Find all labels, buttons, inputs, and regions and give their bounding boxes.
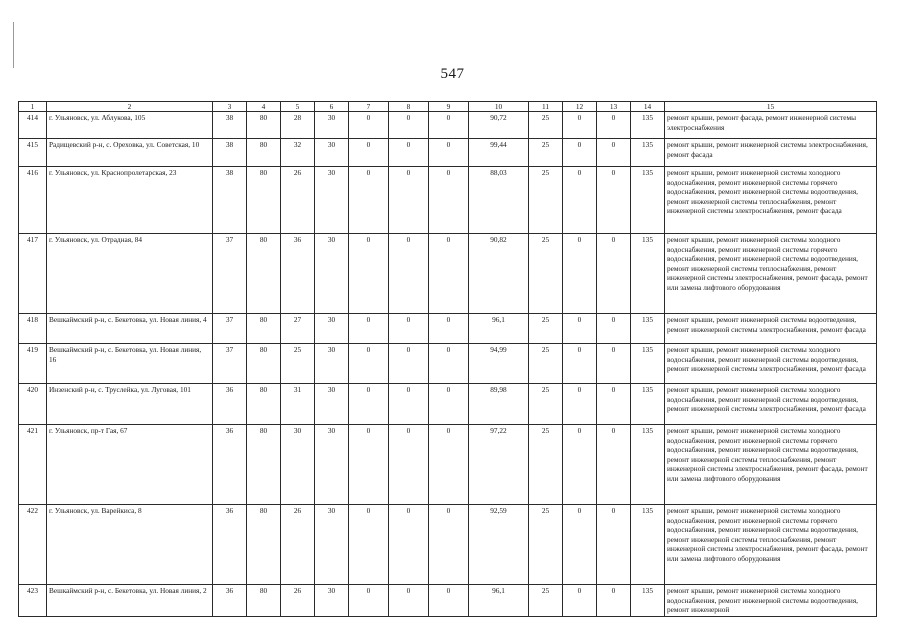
col-12-cell: 0 <box>563 112 597 139</box>
row-number-cell: 423 <box>19 585 47 616</box>
col-13-cell: 0 <box>597 314 631 344</box>
row-number-cell: 419 <box>19 344 47 384</box>
col-3-cell: 37 <box>213 344 247 384</box>
column-number-2: 2 <box>47 102 213 112</box>
col-10-cell: 94,99 <box>469 344 529 384</box>
col-4-cell: 80 <box>247 505 281 585</box>
repair-works-cell: ремонт крыши, ремонт инженерной системы холодного водоснабжения, ремонт инженерной системы водоотведения, ремонт инженерной системы электроснабжения, ремонт фасада <box>665 344 877 384</box>
column-number-12: 12 <box>563 102 597 112</box>
col-10-cell: 99,44 <box>469 139 529 167</box>
col-11-cell: 25 <box>529 425 563 505</box>
col-5-cell: 28 <box>281 112 315 139</box>
col-4-cell: 80 <box>247 167 281 234</box>
col-3-cell: 38 <box>213 167 247 234</box>
repair-works-cell: ремонт крыши, ремонт фасада, ремонт инженерной системы электроснабжения <box>665 112 877 139</box>
col-8-cell: 0 <box>389 384 429 425</box>
col-9-cell: 0 <box>429 425 469 505</box>
col-11-cell: 25 <box>529 585 563 616</box>
col-4-cell: 80 <box>247 384 281 425</box>
table-row <box>19 167 877 234</box>
col-14-cell: 135 <box>631 112 665 139</box>
col-9-cell: 0 <box>429 234 469 314</box>
col-13-cell: 0 <box>597 344 631 384</box>
page-number: 547 <box>440 66 465 82</box>
col-9-cell: 0 <box>429 167 469 234</box>
col-4-cell: 80 <box>247 425 281 505</box>
col-13-cell: 0 <box>597 112 631 139</box>
col-12-cell: 0 <box>563 344 597 384</box>
column-number-5: 5 <box>281 102 315 112</box>
col-11-cell: 25 <box>529 234 563 314</box>
col-12-cell: 0 <box>563 425 597 505</box>
col-11-cell: 25 <box>529 167 563 234</box>
col-9-cell: 0 <box>429 384 469 425</box>
col-8-cell: 0 <box>389 112 429 139</box>
col-13-cell: 0 <box>597 425 631 505</box>
col-6-cell: 30 <box>315 505 349 585</box>
address-cell: г. Ульяновск, ул. Краснопролетарская, 23 <box>47 167 213 234</box>
repair-works-cell: ремонт крыши, ремонт инженерной системы холодного водоснабжения, ремонт инженерной системы горячего водоснабжения, ремонт инженерной системы водоотведения, ремонт инженерной системы теплоснабжения, ремонт инженерной системы электроснабжения, ремонт фасада, ремонт или замена лифтового оборудования <box>665 425 877 505</box>
housing-repair-table <box>18 101 877 617</box>
table-row <box>19 344 877 384</box>
row-number-cell: 417 <box>19 234 47 314</box>
address-cell: Вешкаймский р-н, с. Бекетовка, ул. Новая линия, 4 <box>47 314 213 344</box>
col-6-cell: 30 <box>315 234 349 314</box>
col-7-cell: 0 <box>349 344 389 384</box>
col-8-cell: 0 <box>389 314 429 344</box>
col-14-cell: 135 <box>631 505 665 585</box>
col-6-cell: 30 <box>315 167 349 234</box>
col-5-cell: 26 <box>281 167 315 234</box>
col-10-cell: 96,1 <box>469 314 529 344</box>
col-13-cell: 0 <box>597 384 631 425</box>
col-7-cell: 0 <box>349 585 389 616</box>
col-8-cell: 0 <box>389 505 429 585</box>
col-12-cell: 0 <box>563 314 597 344</box>
table-row <box>19 112 877 139</box>
col-14-cell: 135 <box>631 234 665 314</box>
col-4-cell: 80 <box>247 112 281 139</box>
col-8-cell: 0 <box>389 139 429 167</box>
scan-margin-line <box>13 22 14 68</box>
col-10-cell: 90,82 <box>469 234 529 314</box>
column-number-7: 7 <box>349 102 389 112</box>
col-4-cell: 80 <box>247 344 281 384</box>
col-14-cell: 135 <box>631 139 665 167</box>
row-number-cell: 418 <box>19 314 47 344</box>
col-3-cell: 36 <box>213 505 247 585</box>
table-row <box>19 234 877 314</box>
column-number-10: 10 <box>469 102 529 112</box>
col-6-cell: 30 <box>315 585 349 616</box>
row-number-cell: 415 <box>19 139 47 167</box>
col-7-cell: 0 <box>349 234 389 314</box>
col-14-cell: 135 <box>631 585 665 616</box>
col-5-cell: 31 <box>281 384 315 425</box>
column-number-15: 15 <box>665 102 877 112</box>
col-5-cell: 25 <box>281 344 315 384</box>
col-10-cell: 88,03 <box>469 167 529 234</box>
repair-works-cell: ремонт крыши, ремонт инженерной системы электроснабжения, ремонт фасада <box>665 139 877 167</box>
col-6-cell: 30 <box>315 314 349 344</box>
col-11-cell: 25 <box>529 344 563 384</box>
col-12-cell: 0 <box>563 505 597 585</box>
col-7-cell: 0 <box>349 112 389 139</box>
repair-works-cell: ремонт крыши, ремонт инженерной системы холодного водоснабжения, ремонт инженерной системы горячего водоснабжения, ремонт инженерной системы водоотведения, ремонт инженерной системы теплоснабжения, ремонт инженерной системы электроснабжения, ремонт фасада, ремонт или замена лифтового оборудования <box>665 505 877 585</box>
col-14-cell: 135 <box>631 425 665 505</box>
col-10-cell: 92,59 <box>469 505 529 585</box>
col-8-cell: 0 <box>389 585 429 616</box>
col-7-cell: 0 <box>349 384 389 425</box>
col-7-cell: 0 <box>349 167 389 234</box>
col-11-cell: 25 <box>529 384 563 425</box>
repair-works-cell: ремонт крыши, ремонт инженерной системы холодного водоснабжения, ремонт инженерной системы горячего водоснабжения, ремонт инженерной системы водоотведения, ремонт инженерной системы теплоснабжения, ремонт инженерной системы электроснабжения, ремонт фасада <box>665 167 877 234</box>
col-9-cell: 0 <box>429 505 469 585</box>
repair-works-cell: ремонт крыши, ремонт инженерной системы холодного водоснабжения, ремонт инженерной системы водоотведения, ремонт инженерной <box>665 585 877 616</box>
col-6-cell: 30 <box>315 425 349 505</box>
column-number-3: 3 <box>213 102 247 112</box>
repair-works-cell: ремонт крыши, ремонт инженерной системы холодного водоснабжения, ремонт инженерной системы водоотведения, ремонт инженерной системы электроснабжения, ремонт фасада <box>665 384 877 425</box>
row-number-cell: 414 <box>19 112 47 139</box>
column-number-4: 4 <box>247 102 281 112</box>
col-13-cell: 0 <box>597 167 631 234</box>
col-14-cell: 135 <box>631 314 665 344</box>
col-10-cell: 96,1 <box>469 585 529 616</box>
table-row <box>19 585 877 616</box>
col-4-cell: 80 <box>247 234 281 314</box>
address-cell: Радищевский р-н, с. Ореховка, ул. Советская, 10 <box>47 139 213 167</box>
col-5-cell: 30 <box>281 425 315 505</box>
col-13-cell: 0 <box>597 234 631 314</box>
column-number-1: 1 <box>19 102 47 112</box>
col-9-cell: 0 <box>429 139 469 167</box>
col-8-cell: 0 <box>389 167 429 234</box>
col-4-cell: 80 <box>247 585 281 616</box>
address-cell: Вешкаймский р-н, с. Бекетовка, ул. Новая линия, 16 <box>47 344 213 384</box>
col-11-cell: 25 <box>529 505 563 585</box>
col-6-cell: 30 <box>315 384 349 425</box>
col-11-cell: 25 <box>529 314 563 344</box>
col-13-cell: 0 <box>597 585 631 616</box>
address-cell: г. Ульяновск, пр-т Гая, 67 <box>47 425 213 505</box>
col-12-cell: 0 <box>563 167 597 234</box>
col-7-cell: 0 <box>349 139 389 167</box>
col-8-cell: 0 <box>389 234 429 314</box>
repair-works-cell: ремонт крыши, ремонт инженерной системы холодного водоснабжения, ремонт инженерной системы горячего водоснабжения, ремонт инженерной системы водоотведения, ремонт инженерной системы теплоснабжения, ремонт инженерной системы электроснабжения, ремонт фасада, ремонт или замена лифтового оборудования <box>665 234 877 314</box>
col-7-cell: 0 <box>349 314 389 344</box>
col-9-cell: 0 <box>429 344 469 384</box>
repair-works-cell: ремонт крыши, ремонт инженерной системы водоотведения, ремонт инженерной системы электроснабжения, ремонт фасада <box>665 314 877 344</box>
col-12-cell: 0 <box>563 234 597 314</box>
col-9-cell: 0 <box>429 112 469 139</box>
address-cell: Вешкаймский р-н, с. Бекетовка, ул. Новая линия, 2 <box>47 585 213 616</box>
table-row <box>19 314 877 344</box>
col-3-cell: 38 <box>213 139 247 167</box>
col-9-cell: 0 <box>429 314 469 344</box>
address-cell: г. Ульяновск, ул. Варейкиса, 8 <box>47 505 213 585</box>
column-number-6: 6 <box>315 102 349 112</box>
col-6-cell: 30 <box>315 139 349 167</box>
col-4-cell: 80 <box>247 139 281 167</box>
row-number-cell: 422 <box>19 505 47 585</box>
col-13-cell: 0 <box>597 505 631 585</box>
col-14-cell: 135 <box>631 384 665 425</box>
row-number-cell: 420 <box>19 384 47 425</box>
col-10-cell: 90,72 <box>469 112 529 139</box>
col-3-cell: 36 <box>213 384 247 425</box>
col-12-cell: 0 <box>563 139 597 167</box>
address-cell: г. Ульяновск, ул. Аблукова, 105 <box>47 112 213 139</box>
col-5-cell: 27 <box>281 314 315 344</box>
col-8-cell: 0 <box>389 425 429 505</box>
col-3-cell: 37 <box>213 314 247 344</box>
table-row <box>19 139 877 167</box>
col-14-cell: 135 <box>631 167 665 234</box>
col-3-cell: 37 <box>213 234 247 314</box>
column-number-row <box>19 102 877 112</box>
column-number-13: 13 <box>597 102 631 112</box>
col-7-cell: 0 <box>349 505 389 585</box>
col-9-cell: 0 <box>429 585 469 616</box>
col-11-cell: 25 <box>529 112 563 139</box>
row-number-cell: 421 <box>19 425 47 505</box>
column-number-14: 14 <box>631 102 665 112</box>
col-7-cell: 0 <box>349 425 389 505</box>
col-5-cell: 32 <box>281 139 315 167</box>
col-3-cell: 36 <box>213 425 247 505</box>
column-number-11: 11 <box>529 102 563 112</box>
col-12-cell: 0 <box>563 384 597 425</box>
col-5-cell: 26 <box>281 505 315 585</box>
table-row <box>19 505 877 585</box>
col-3-cell: 36 <box>213 585 247 616</box>
column-number-9: 9 <box>429 102 469 112</box>
address-cell: г. Ульяновск, ул. Отрадная, 84 <box>47 234 213 314</box>
address-cell: Инзенский р-н, с. Труслейка, ул. Луговая, 101 <box>47 384 213 425</box>
row-number-cell: 416 <box>19 167 47 234</box>
col-5-cell: 36 <box>281 234 315 314</box>
col-13-cell: 0 <box>597 139 631 167</box>
col-4-cell: 80 <box>247 314 281 344</box>
col-10-cell: 89,98 <box>469 384 529 425</box>
col-3-cell: 38 <box>213 112 247 139</box>
col-6-cell: 30 <box>315 112 349 139</box>
column-number-8: 8 <box>389 102 429 112</box>
col-6-cell: 30 <box>315 344 349 384</box>
col-12-cell: 0 <box>563 585 597 616</box>
col-14-cell: 135 <box>631 344 665 384</box>
col-5-cell: 26 <box>281 585 315 616</box>
col-8-cell: 0 <box>389 344 429 384</box>
col-10-cell: 97,22 <box>469 425 529 505</box>
col-11-cell: 25 <box>529 139 563 167</box>
table-row <box>19 384 877 425</box>
table-row <box>19 425 877 505</box>
